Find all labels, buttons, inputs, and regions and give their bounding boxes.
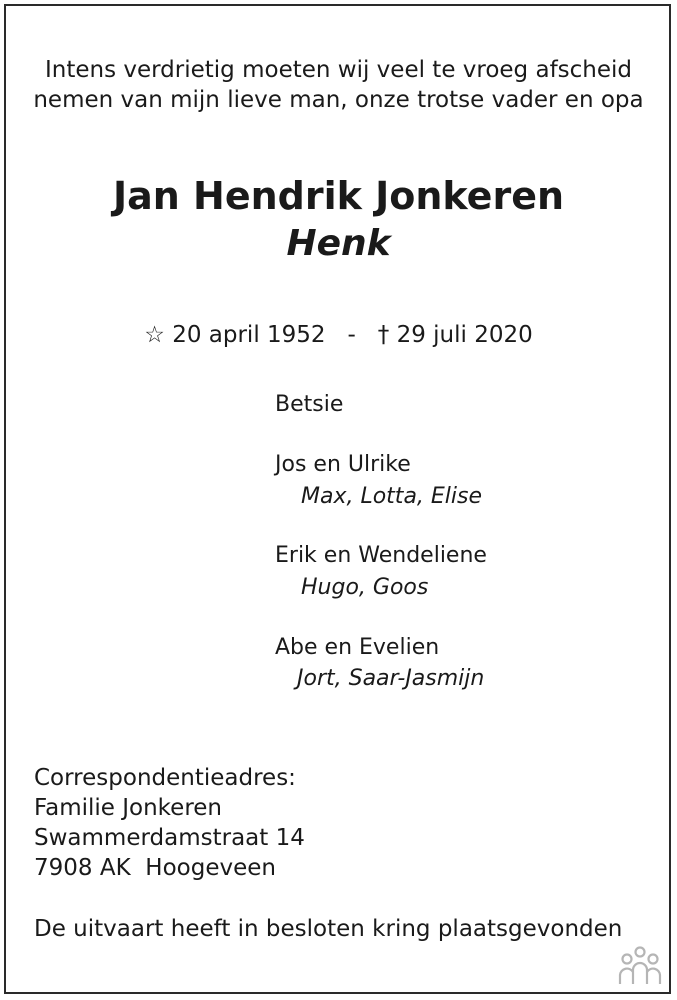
cross-icon: †: [377, 322, 390, 348]
address-street: Swammerdamstraat 14: [34, 825, 305, 851]
family-parents: Erik en Wendeliene: [275, 543, 487, 568]
date-separator: -: [347, 322, 356, 348]
deceased-name: Jan Hendrik Jonkeren: [112, 174, 565, 218]
intro-line-2: nemen van mijn lieve man, onze trotse vader en opa: [33, 87, 644, 113]
address-label: Correspondentieadres:: [34, 765, 296, 791]
funeral-note: De uitvaart heeft in besloten kring plaatsgevonden: [34, 916, 623, 942]
people-group-icon: [616, 944, 664, 988]
family-parents: Abe en Evelien: [275, 635, 440, 660]
death-date: 29 juli 2020: [396, 322, 533, 348]
address-city: 7908 AK Hoogeveen: [34, 855, 276, 881]
family-parents: Jos en Ulrike: [275, 452, 411, 477]
intro-line-1: Intens verdrietig moeten wij veel te vroeg afscheid: [44, 57, 633, 83]
family-children: Max, Lotta, Elise: [301, 484, 483, 509]
life-dates: [0, 320, 677, 350]
birth-date: 20 april 1952: [172, 322, 326, 348]
spouse-name: Betsie: [275, 392, 344, 417]
star-icon: ☆: [144, 322, 165, 348]
deceased-nickname: Henk: [286, 223, 391, 264]
address-name: Familie Jonkeren: [34, 795, 223, 821]
family-children: Hugo, Goos: [301, 575, 429, 600]
family-children: Jort, Saar-Jasmijn: [297, 666, 485, 691]
